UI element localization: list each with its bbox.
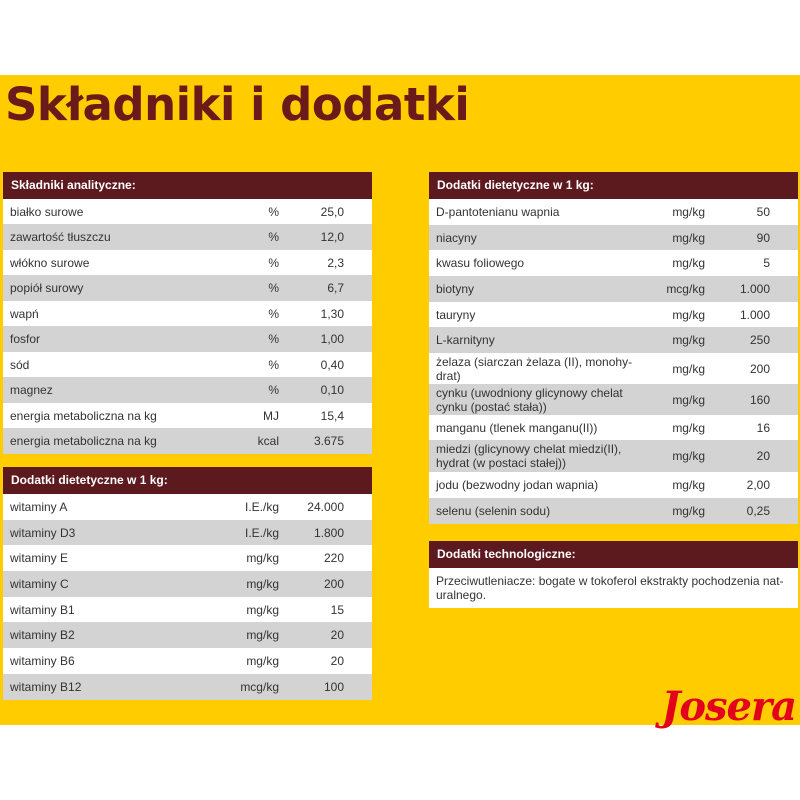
row-value: 1,30 [320, 306, 344, 321]
row-label: energia metaboliczna na kg [10, 408, 157, 423]
row-label: biotyny [436, 282, 475, 296]
row-label: witaminy B6 [10, 654, 75, 668]
row-unit: mg/kg [672, 256, 705, 270]
row-unit: mg/kg [672, 392, 705, 407]
table-row [429, 440, 798, 472]
row-unit: mg/kg [246, 551, 279, 565]
row-value: 1.000 [739, 282, 770, 296]
row-value: 1.000 [739, 307, 770, 322]
table-row [3, 674, 372, 700]
row-unit: mg/kg [672, 478, 705, 492]
table-row [3, 199, 372, 224]
row-value: 0,25 [746, 504, 770, 518]
row-label: witaminy A [10, 500, 68, 514]
table-row [429, 250, 798, 276]
row-unit: mg/kg [672, 230, 705, 245]
row-unit: % [268, 357, 279, 372]
row-value: 3.675 [313, 434, 344, 448]
row-unit: mg/kg [672, 361, 705, 376]
table-row [3, 275, 372, 301]
row-label: selenu (selenin sodu) [436, 504, 551, 518]
row-value: 25,0 [320, 204, 344, 219]
row-label: tauryny [436, 307, 476, 322]
row-value: 20 [330, 654, 344, 668]
row-label: witaminy E [10, 551, 69, 565]
table-row [429, 384, 798, 415]
row-value: 16 [756, 420, 770, 435]
row-unit: mcg/kg [666, 282, 705, 296]
row-unit: % [268, 306, 279, 321]
technological-additives-table [429, 541, 798, 608]
table-row [429, 225, 798, 250]
table-row [3, 571, 372, 597]
table-row [3, 545, 372, 571]
page-title: Składniki i dodatki [5, 78, 470, 131]
row-label: energia metaboliczna na kg [10, 434, 157, 448]
row-value: 24.000 [307, 500, 344, 514]
row-label: witaminy D3 [10, 525, 76, 540]
table-row [3, 597, 372, 622]
row-value: 0,40 [320, 357, 344, 372]
row-unit: % [268, 204, 279, 219]
row-value: 15,4 [320, 408, 344, 423]
row-label: cynku (uwodniony glicynowy chelat cynku (postać stała)) [436, 385, 623, 414]
row-unit: mg/kg [672, 205, 705, 219]
row-value: 1,00 [320, 332, 344, 346]
row-value: 160 [749, 392, 770, 407]
row-unit: mg/kg [672, 420, 705, 435]
josera-logo: Josera [661, 683, 796, 730]
table-header: Dodatki technologiczne: [429, 541, 798, 568]
row-label: zawartość tłuszczu [10, 230, 111, 244]
row-value: 220 [323, 551, 344, 565]
row-label: witaminy B1 [10, 602, 75, 617]
table-row [3, 494, 372, 520]
table-row [429, 199, 798, 225]
row-label: witaminy B2 [10, 628, 75, 642]
table-row [3, 326, 372, 352]
row-unit: % [268, 383, 279, 397]
row-value: 100 [323, 680, 344, 694]
table-row [3, 520, 372, 545]
row-label: D-pantotenianu wapnia [436, 205, 560, 219]
row-unit: mg/kg [246, 654, 279, 668]
row-unit: % [268, 230, 279, 244]
row-value: 20 [330, 628, 344, 642]
row-label: witaminy C [10, 577, 69, 591]
table-row [3, 403, 372, 428]
row-label: kwasu foliowego [436, 256, 525, 270]
row-value: 200 [323, 577, 344, 591]
table-header: Dodatki dietetyczne w 1 kg: [429, 172, 798, 199]
row-label: manganu (tlenek manganu(II)) [436, 420, 598, 435]
row-unit: mg/kg [672, 307, 705, 322]
table-row [429, 327, 798, 353]
row-value: 90 [756, 230, 770, 245]
row-unit: % [268, 255, 279, 270]
table-row [429, 302, 798, 327]
table-row [429, 472, 798, 498]
row-unit: mg/kg [672, 449, 705, 463]
row-value: 6,7 [327, 281, 344, 295]
row-value: 200 [749, 361, 770, 376]
row-label: żelaza (siarczan żelaza (II), monohy-drat) [436, 354, 633, 383]
row-label: włókno surowe [10, 255, 90, 270]
dietetic-additives-table [429, 172, 798, 524]
row-label: sód [10, 357, 30, 372]
row-label: białko surowe [10, 204, 84, 219]
row-label: wapń [10, 306, 39, 321]
row-unit: mcg/kg [240, 680, 279, 694]
row-unit: % [268, 281, 279, 295]
row-label: L-karnityny [436, 333, 495, 347]
row-label: fosfor [10, 332, 41, 346]
vitamins-table [3, 467, 372, 700]
row-label: magnez [10, 383, 53, 397]
row-value: 50 [756, 205, 770, 219]
row-value: 15 [330, 602, 344, 617]
table-header: Składniki analityczne: [3, 172, 372, 199]
row-value: 5 [763, 256, 770, 270]
row-label: niacyny [436, 230, 477, 245]
table-row [3, 377, 372, 403]
table-row [429, 353, 798, 384]
row-value: 1.800 [313, 525, 344, 540]
row-value: 250 [749, 333, 770, 347]
row-unit: I.E./kg [244, 500, 279, 514]
table-row [429, 498, 798, 524]
technological-text: Przeciwutleniacze: bogate w tokoferol ekstrakty pochodzenia nat-uralnego. [429, 568, 798, 608]
row-label: popiół surowy [10, 281, 84, 295]
table-row [3, 250, 372, 275]
row-unit: mg/kg [672, 504, 705, 518]
row-value: 12,0 [320, 230, 344, 244]
table-row [3, 648, 372, 674]
table-row [429, 276, 798, 302]
row-value: 20 [756, 449, 770, 463]
row-unit: mg/kg [246, 602, 279, 617]
row-label: witaminy B12 [10, 680, 82, 694]
row-unit: I.E./kg [244, 525, 279, 540]
table-row [3, 622, 372, 648]
row-value: 2,00 [746, 478, 770, 492]
row-value: 2,3 [327, 255, 344, 270]
table-row [3, 301, 372, 326]
table-header: Dodatki dietetyczne w 1 kg: [3, 467, 372, 494]
row-label: jodu (bezwodny jodan wapnia) [436, 478, 599, 492]
table-row [3, 428, 372, 454]
table-row [429, 415, 798, 440]
analytic-components-table [3, 172, 372, 454]
row-unit: kcal [257, 434, 279, 448]
row-unit: mg/kg [672, 333, 705, 347]
row-unit: MJ [263, 408, 279, 423]
row-unit: mg/kg [246, 628, 279, 642]
row-unit: % [268, 332, 279, 346]
row-unit: mg/kg [246, 577, 279, 591]
table-row [3, 352, 372, 377]
table-row [3, 224, 372, 250]
row-label: miedzi (glicynowy chelat miedzi(II), hydrat (w postaci stałej)) [436, 442, 622, 470]
row-value: 0,10 [320, 383, 344, 397]
